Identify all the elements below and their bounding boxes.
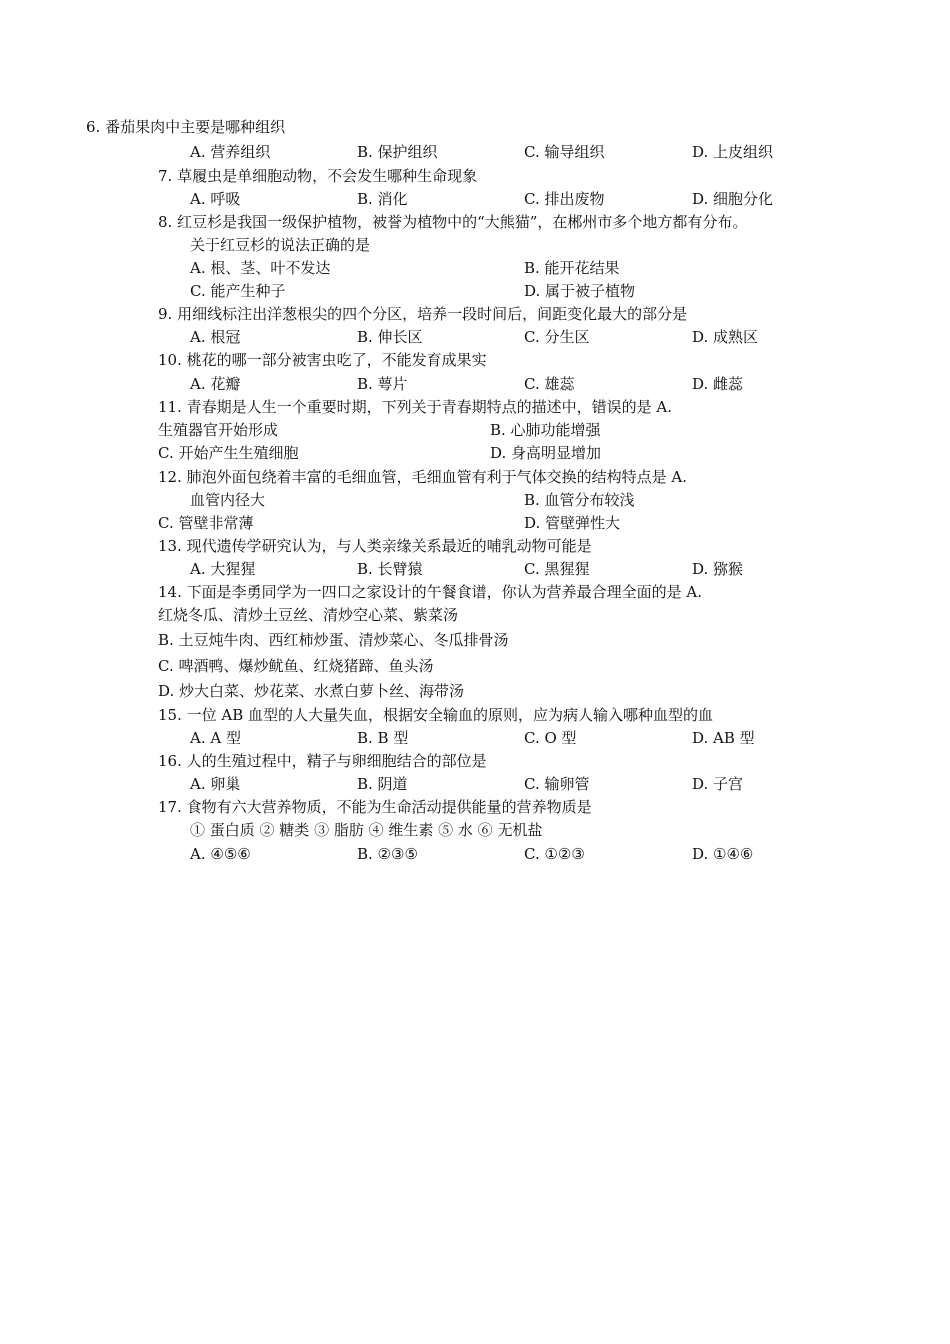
- text-line: 8. 红豆杉是我国一级保护植物，被誉为植物中的“大熊猫”，在郴州市多个地方都有分布。: [158, 213, 748, 231]
- text-line: 关于红豆杉的说法正确的是: [190, 236, 371, 254]
- text-line: A. 根冠: [190, 328, 241, 346]
- text-line: 7. 草履虫是单细胞动物，不会发生哪种生命现象: [158, 167, 478, 185]
- text-line: 14. 下面是李勇同学为一四口之家设计的午餐食谱，你认为营养最合理全面的是 A.: [158, 583, 702, 601]
- text-line: B. 萼片: [357, 375, 408, 393]
- text-line: B. 土豆炖牛肉、西红柿炒蛋、清炒菜心、冬瓜排骨汤: [158, 631, 509, 649]
- text-line: D. 炒大白菜、炒花菜、水煮白萝卜丝、海带汤: [158, 682, 465, 700]
- text-line: C. 雄蕊: [524, 375, 575, 393]
- text-line: A. ④⑤⑥: [190, 845, 251, 863]
- text-line: B. 血管分布较浅: [524, 491, 635, 509]
- text-line: B. ②③⑤: [357, 845, 418, 863]
- text-line: C. 啤酒鸭、爆炒鱿鱼、红烧猪蹄、鱼头汤: [158, 657, 434, 675]
- text-line: 6. 番茄果肉中主要是哪种组织: [86, 118, 286, 136]
- text-line: A. 卵巢: [190, 775, 241, 793]
- text-line: D. AB 型: [692, 729, 755, 747]
- text-line: D. 猕猴: [692, 560, 744, 578]
- text-line: 12. 肺泡外面包绕着丰富的毛细血管，毛细血管有利于气体交换的结构特点是 A.: [158, 468, 687, 486]
- text-line: 血管内径大: [190, 491, 266, 509]
- text-line: C. 输卵管: [524, 775, 590, 793]
- text-line: 16. 人的生殖过程中，精子与卵细胞结合的部位是: [158, 752, 487, 770]
- text-line: D. 细胞分化: [692, 190, 774, 208]
- text-line: B. 保护组织: [357, 143, 438, 161]
- text-line: ① 蛋白质 ② 糖类 ③ 脂肪 ④ 维生素 ⑤ 水 ⑥ 无机盐: [190, 821, 543, 839]
- text-line: 15. 一位 AB 血型的人大量失血，根据安全输血的原则，应为病人输入哪种血型的血: [158, 706, 714, 724]
- text-line: 10. 桃花的哪一部分被害虫吃了，不能发育成果实: [158, 351, 487, 369]
- text-line: 生殖器官开始形成: [158, 421, 279, 439]
- text-line: A. 营养组织: [190, 143, 271, 161]
- text-line: D. 子宫: [692, 775, 744, 793]
- text-line: C. 管壁非常薄: [158, 514, 254, 532]
- text-line: B. 能开花结果: [524, 259, 620, 277]
- text-line: C. ①②③: [524, 845, 585, 863]
- text-line: A. 大猩猩: [190, 560, 256, 578]
- text-line: C. 输导组织: [524, 143, 605, 161]
- text-line: B. 阴道: [357, 775, 408, 793]
- text-line: C. O 型: [524, 729, 577, 747]
- text-line: D. 雌蕊: [692, 375, 744, 393]
- text-line: B. 长臂猿: [357, 560, 423, 578]
- text-line: 11. 青春期是人生一个重要时期，下列关于青春期特点的描述中，错误的是 A.: [158, 398, 672, 416]
- text-line: D. 上皮组织: [692, 143, 774, 161]
- text-line: 13. 现代遗传学研究认为，与人类亲缘关系最近的哺乳动物可能是: [158, 537, 592, 555]
- text-line: A. 花瓣: [190, 375, 241, 393]
- text-line: B. 消化: [357, 190, 408, 208]
- text-line: A. A 型: [190, 729, 241, 747]
- text-line: A. 根、茎、叶不发达: [190, 259, 331, 277]
- text-line: 17. 食物有六大营养物质，不能为生命活动提供能量的营养物质是: [158, 798, 592, 816]
- text-line: C. 能产生种子: [190, 282, 286, 300]
- text-line: 红烧冬瓜、清炒土豆丝、清炒空心菜、紫菜汤: [158, 606, 459, 624]
- text-line: C. 开始产生生殖细胞: [158, 444, 299, 462]
- text-line: B. 伸长区: [357, 328, 423, 346]
- text-line: B. B 型: [357, 729, 409, 747]
- text-line: D. 身高明显增加: [490, 444, 602, 462]
- text-line: 9. 用细线标注出洋葱根尖的四个分区，培养一段时间后，间距变化最大的部分是: [158, 305, 688, 323]
- text-line: D. ①④⑥: [692, 845, 754, 863]
- text-line: D. 属于被子植物: [524, 282, 636, 300]
- text-line: D. 成熟区: [692, 328, 759, 346]
- text-line: B. 心肺功能增强: [490, 421, 601, 439]
- text-line: A. 呼吸: [190, 190, 241, 208]
- text-line: D. 管壁弹性大: [524, 514, 621, 532]
- text-line: C. 分生区: [524, 328, 590, 346]
- text-line: C. 排出废物: [524, 190, 605, 208]
- text-line: C. 黑猩猩: [524, 560, 590, 578]
